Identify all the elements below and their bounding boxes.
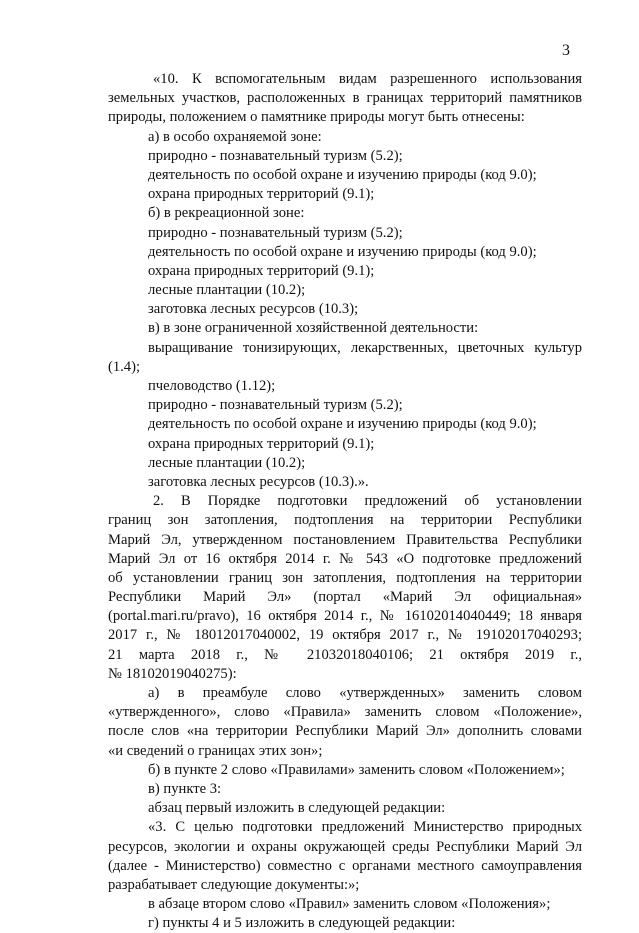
text-line: 21 марта 2018 г., № 21032018040106; 21 октября 2019 г., [108,646,582,663]
text-line: № 18102019040275): [108,665,237,682]
text-line: пчеловодство (1.12); [148,378,276,394]
text-line: б) в пункте 2 слово «Правилами» заменить словом «Положением»; [148,761,565,778]
text-line: лесные плантации (10.2); [148,454,306,471]
text-line: деятельность по особой охране и изучению природы (код 9.0); [148,166,537,183]
text-line: природы, положением о памятнике природы могут быть отнесены: [108,109,525,126]
text-line: природно - познавательный туризм (5.2); [148,397,403,414]
text-line: земельных участков, расположенных в границах территорий памятников [108,90,582,107]
text-line: после слов «на территории Республики Марий Эл» дополнить словами [108,723,582,740]
document-body [108,70,582,933]
text-line: природно - познавательный туризм (5.2); [148,147,403,164]
text-line: а) в особо охраняемой зоне: [148,128,322,145]
text-line: ресурсов, экологии и охраны окружающей среды Республики Марий Эл [108,838,582,855]
text-line: разрабатывает следующие документы:»; [108,876,360,893]
text-line: б) в рекреационной зоне: [148,205,305,222]
text-line: «10. К вспомогательным видам разрешенного использования [153,71,582,87]
text-line: (portal.mari.ru/pravo), 16 октября 2014 г., № 16102014040449; 18 января [108,608,582,625]
text-line: в абзаце втором слово «Правил» заменить словом «Положения»; [148,896,551,913]
text-line: охрана природных территорий (9.1); [148,262,375,279]
text-line: 2. В Порядке подготовки предложений об установлении [153,493,582,510]
text-line: в) в зоне ограниченной хозяйственной деятельности: [148,320,479,337]
text-line: деятельность по особой охране и изучению природы (код 9.0); [148,416,537,433]
text-line: (далее - Министерство) совместно с органами местного самоуправления [108,857,582,874]
text-line: заготовка лесных ресурсов (10.3); [148,301,359,318]
text-line: границ зон затопления, подтопления на территории Республики [108,512,582,529]
text-line: Республики Марий Эл» (портал «Марий Эл официальная» [108,589,582,606]
text-line: об установлении границ зон затопления, подтопления на территории [108,569,582,586]
text-line: 2017 г., № 18012017040002, 19 октября 2017 г., № 19102017040293; [108,627,582,644]
text-line: «утвержденного», слово «Правила» заменить словом «Положение», [108,704,582,721]
text-line: Марий Эл от 16 октября 2014 г. № 543 «О подготовке предложений [108,550,582,567]
text-line: (1.4); [108,358,141,375]
text-line: охрана природных территорий (9.1); [148,186,375,203]
text-line: охрана природных территорий (9.1); [148,435,375,452]
text-line: лесные плантации (10.2); [148,282,306,299]
text-line: «и сведений о границах этих зон»; [108,742,323,759]
text-line: деятельность по особой охране и изучению природы (код 9.0); [148,243,537,260]
text-line: заготовка лесных ресурсов (10.3).». [148,473,369,490]
text-line: «3. С целью подготовки предложений Министерство природных [148,819,582,836]
text-line: природно - познавательный туризм (5.2); [148,224,403,241]
text-line: Марий Эл, утвержденном постановлением Правительства Республики [108,531,582,548]
text-line: выращивание тонизирующих, лекарственных, цветочных культур [148,339,582,356]
page-number: 3 [562,42,570,59]
text-line: г) пункты 4 и 5 изложить в следующей редакции: [148,915,456,932]
text-line: в) пункте 3: [148,780,222,797]
text-line: а) в преамбуле слово «утвержденных» заменить словом [148,685,582,701]
text-line: абзац первый изложить в следующей редакции: [148,800,446,817]
